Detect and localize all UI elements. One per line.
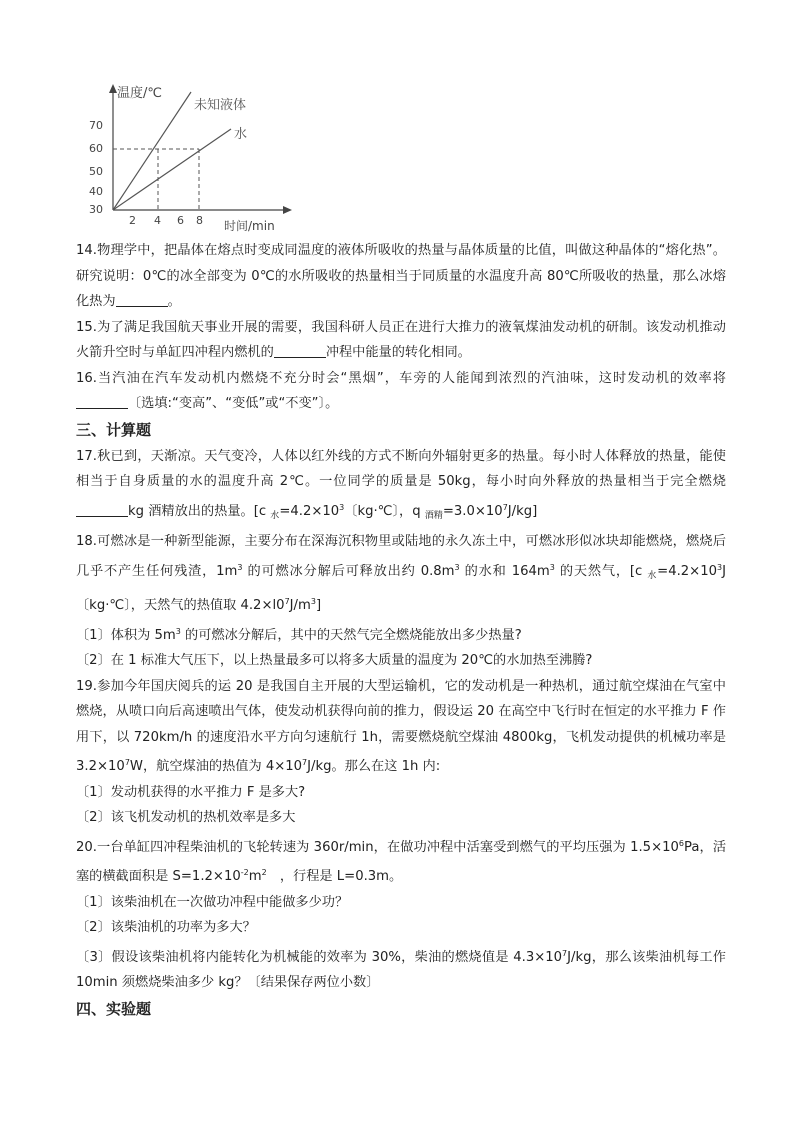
x-tick-label: 4 [154, 214, 161, 227]
answer-blank[interactable] [76, 395, 128, 409]
y-tick-label: 60 [89, 142, 103, 155]
question-18-part-2: 〔2〕在 1 标准大气压下，以上热量最多可以将多大质量的温度为 20℃的水加热至沸腾? [76, 653, 593, 668]
question-17: 17.秋已到，天渐凉。天气变冷，人体以红外线的方式不断向外辐射更多的热量。每小时人体释放的热量，能使相当于自身质量的水的温度升高 2℃。一位同学的质量是 50kg，每小时向外释放的热量相当于完全燃烧kg 酒精放出的热量。[c $_水=4.2\times 10^3$〔kg·℃〕，q $_{酒精}=3.0\times 10^7J/kg$] [76, 448, 726, 521]
x-tick-label: 8 [196, 214, 203, 227]
question-18: 18.可燃冰是一种新型能源，主要分布在深海沉积物里或陆地的永久冻土中，可燃冰形似冰块却能燃烧，燃烧后几乎不产生任何残渣，$1m^3$ 的可燃冰分解后可释放出约 $0.8m^3$ 的水和 $164m^3$ 的天然气，[c $_水=4.2\times 10^3J$〔kg·℃〕，天然气的热值取 $4.2\times l0^7J/m^3$] [76, 534, 726, 613]
section-heading-experiment: 四、实验题 [76, 999, 152, 1018]
series-unknown-liquid [113, 92, 191, 210]
question-20-part-1: 〔1〕该柴油机在一次做功冲程中能做多少功？ [76, 894, 349, 910]
answer-blank[interactable] [274, 344, 326, 358]
question-20-part-2: 〔2〕该柴油机的功率为多大？ [76, 920, 256, 935]
x-tick-label: 6 [177, 214, 184, 227]
question-19-part-2: 〔2〕该飞机发动机的热机效率是多大 [76, 810, 296, 825]
question-16: 16.当汽油在汽车发动机内燃烧不充分时会“黑烟”，车旁的人能闻到浓烈的汽油味，这时发动机的效率将〔选填:“变高”、“变低”或“不变”〕。 [76, 370, 726, 411]
y-axis-label: 温度/℃ [117, 86, 162, 101]
answer-blank[interactable] [76, 503, 128, 517]
series-label-unknown-liquid: 未知液体 [194, 98, 247, 113]
y-tick-label: 50 [89, 165, 103, 178]
x-axis-label: 时间/min [224, 219, 275, 233]
x-tick-label: 2 [129, 214, 136, 227]
y-tick-label: 40 [89, 185, 103, 198]
question-14: 14.物理学中，把晶体在熔点时变成同温度的液体所吸收的热量与晶体质量的比值，叫做这种晶体的“熔化热”。研究说明：0℃的冰全部变为 0℃的水所吸收的热量相当于同质量的水温度升高 80℃所吸收的热量，那么冰熔化热为 。 [76, 243, 726, 309]
question-content [76, 238, 726, 1023]
series-label-water: 水 [234, 127, 248, 142]
temperature-time-graph [86, 78, 306, 238]
y-tick-label: 70 [89, 119, 103, 132]
answer-blank[interactable] [116, 293, 168, 307]
series-water [113, 129, 231, 210]
x-axis-arrow [283, 206, 292, 214]
question-19: 19.参加今年国庆阅兵的运 20 是我国自主开展的大型运输机，它的发动机是一种热机，通过航空煤油在气室中燃烧，从喷口向后高速喷出气体，使发动机获得向前的推力，假设运 20 在高空中飞行时在恒定的水平推力 F 作用下，以 720km/h 的速度沿水平方向匀速航行 1h，需要燃烧航空煤油 4800kg，飞机发动提供的机械功率是 $3.2\times 10^7W$，航空煤油的热值为 $4\times 10^7J/kg$。那么在这 1h 内: [76, 678, 726, 774]
question-15: 15.为了满足我国航天事业开展的需要，我国科研人员正在进行大推力的液氧煤油发动机的研制。该发动机推动火箭升空时与单缸四冲程内燃机的 冲程中能量的转化相同。 [76, 319, 726, 360]
section-heading-calculation: 三、计算题 [76, 420, 152, 439]
y-axis-arrow [109, 84, 117, 93]
y-tick-label: 30 [89, 203, 103, 216]
question-18-part-1: 〔1〕体积为 $5m^3$ 的可燃冰分解后，其中的天然气完全燃烧能放出多少热量? [76, 626, 522, 643]
question-20-part-3: 〔3〕假设该柴油机将内能转化为机械能的效率为 30%，柴油的燃烧值是 $4.3\times 10^7J/kg$，那么该柴油机每工作 10min 须燃烧柴油多少 kg？〔结果保存两位小数〕 [76, 948, 726, 990]
question-20: 20.一台单缸四冲程柴油机的飞轮转速为 360r/min，在做功冲程中活塞受到燃气的平均压强为 $1.5\times 10^6Pa$，活塞的横截面积是 $S=1.2\times 10^{-2}m^2$ ，行程是 L=0.3m。 [76, 838, 726, 884]
question-19-part-1: 〔1〕发动机获得的水平推力 F 是多大? [76, 784, 306, 800]
